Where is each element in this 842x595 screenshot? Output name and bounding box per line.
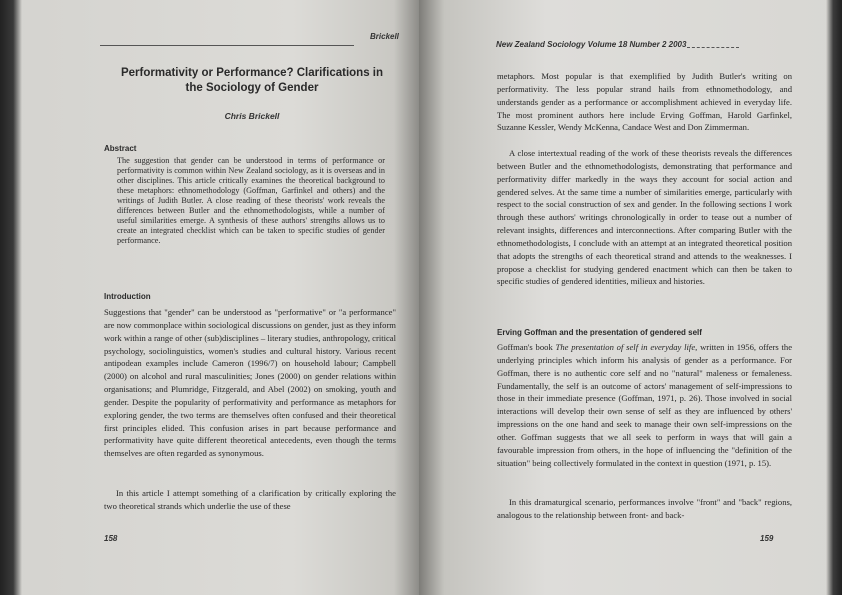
right-paragraph-2: A close intertextual reading of the work of these theorists reveals the differences between Butler and the ethnomethodologists, demonstrating that performance and performativity differ markedly in the ways they account for social action and gendered selves. At the same time a number of similarities emerge, particularly with respect to the social construction of sex and gender. In the following sections I work through these authors' writings chronologically in order to tease out a number of relevant insights, differences and interconnections. After comparing Butler with the ethnomethodologists, I conclude with an attempt at an integrated theoretical position that adopts the strengths of each theoretical strand and attends to the weaknesses. I propose a checklist for studying gendered enactment which can then be taken to specific studies of gendered identities, milieux and histories.	[497, 148, 792, 287]
running-head-left: Brickell	[370, 32, 399, 41]
page-number-left: 158	[104, 534, 118, 543]
page-number-right: 159	[760, 534, 774, 543]
right-page	[419, 0, 842, 595]
left-page-shadow	[0, 0, 22, 595]
right-paragraph-3: Goffman's book The presentation of self in everyday life, written in 1956, offers the underlying principles which inform his analysis of gender as a performance. For Goffman, there is no authentic core self and no "natural" maleness or femaleness. Fundamentally, the self is an outcome of actors' management of self-impressions to those in their immediate presence (Goffman, 1971, p. 26). Those involved in social interactions will develop their own sense of self as they are influenced by others' impressions on the one hand and seek to manage their own self-impressions on the other. Goffman suggests that we all seek to perform in ways that will gain a favourable impression from others, in the hope of influencing the "definition of the situation" being collectively formulated in the context in question (1971, p. 15).	[497, 342, 793, 468]
introduction-paragraph-2: In this article I attempt something of a clarification by critically exploring the two theoretical strands which underlie the use of these	[104, 488, 396, 511]
right-paragraph-1: metaphors. Most popular is that exemplified by Judith Butler's writing on performativity. The less popular strand hails from ethnomethodology, and understands gender as a performance or accomplishment achieved in everyday life. The most prominent authors here include Erving Goffman, Harold Garfinkel, Suzanne Kessler, Wendy McKenna, Candace West and Don Zimmerman.	[497, 71, 792, 133]
header-rule-left	[100, 45, 354, 46]
right-paragraph-4: In this dramaturgical scenario, performances involve "front" and "back" regions, analogous to the relationship between front- and back-	[497, 497, 792, 520]
introduction-heading: Introduction	[104, 292, 151, 301]
running-head-right: New Zealand Sociology Volume 18 Number 2 2003	[496, 40, 687, 49]
introduction-paragraph-1: Suggestions that "gender" can be understood as "performative" or "a performance" are now commonplace within sociological discussions on gender, just as they inform work within a range of other (sub)disciplines – literary studies, anthropology, critical psychology, sociolinguistics, women's studies and cultural history. Various recent antipodean examples include Cameron (1996/7) on household labour; Campbell (2000) on alcohol and rural masculinities; Jones (2000) on gender relations within organisations; and Plumridge, Fitzgerald, and Abel (2002) on smoking, youth and gender. Despite the popularity of performativity and performance as metaphors for exploring gender, the two terms are themselves often confused and their theoretical first principles elided. This confusion arises in part because performance and performativity have quite different theoretical antecedents, even though the terms themselves are often regarded as synonymous.	[104, 307, 396, 459]
right-page-shadow	[826, 0, 842, 595]
left-page	[0, 0, 419, 595]
abstract-text: The suggestion that gender can be understood in terms of performance or performativity is common within New Zealand sociology, as it is overseas and in other disciplines. This article critically examines the theoretical background to these metaphors: ethnomethodology (Goffman, Garfinkel and others) and the writings of Judith Butler. A close reading of these theorists' work reveals the differences between Butler and the ethnomethodologists, while a number of useful similarities emerge. A synthesis of these authors' strengths allows us to create an integrated checklist which can be taken to specific studies of gender performance.	[117, 156, 385, 246]
section-heading-goffman: Erving Goffman and the presentation of gendered self	[497, 328, 702, 337]
author-name: Chris Brickell	[224, 111, 280, 121]
abstract-heading: Abstract	[104, 144, 137, 153]
header-rule-right	[687, 47, 739, 48]
article-title: Performativity or Performance? Clarifications in the Sociology of Gender	[120, 67, 384, 94]
